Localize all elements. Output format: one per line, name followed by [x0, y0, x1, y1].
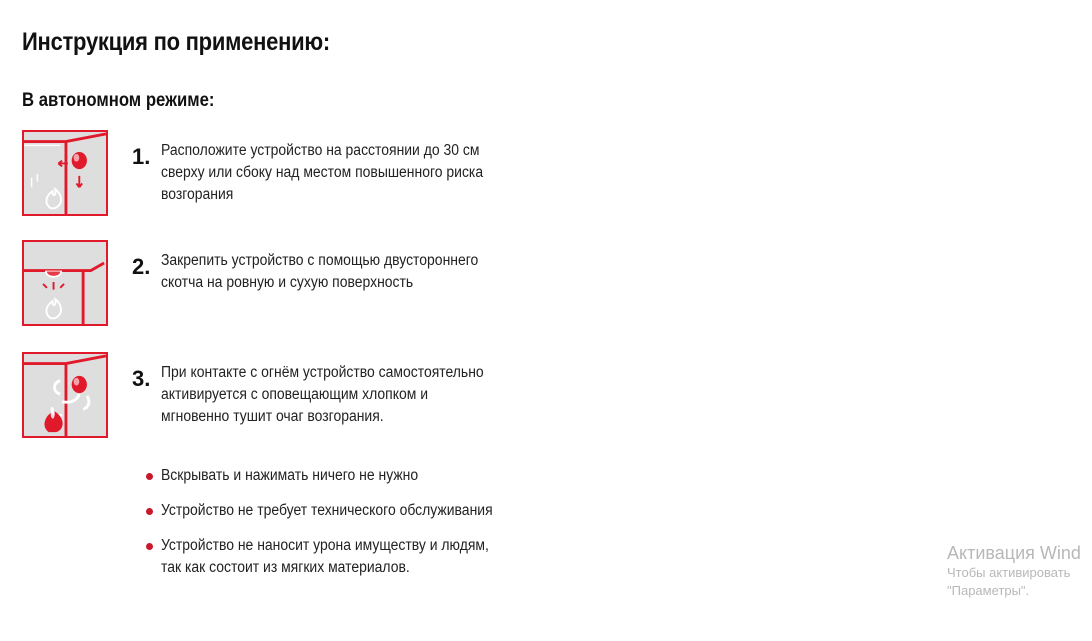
list-item-text: Устройство не требует технического обслуживания — [161, 502, 493, 519]
section-subtitle: В автономном режиме: — [22, 90, 215, 111]
page-title: Инструкция по применению: — [22, 28, 330, 56]
bullet-dot-icon — [146, 473, 153, 480]
fire-extinguish-icon — [22, 352, 108, 438]
feature-list — [146, 465, 566, 592]
windows-activation-watermark — [947, 542, 1081, 600]
list-item — [146, 500, 566, 522]
step-number: 1. — [132, 144, 151, 169]
watermark-line: Чтобы активировать — [947, 565, 1071, 580]
step-text: Расположите устройство на расстоянии до 30 см сверху или сбоку над местом повышенного риска возгорания — [161, 142, 484, 203]
bullet-dot-icon — [146, 508, 153, 515]
step-text: При контакте с огнём устройство самостоятельно активируется с оповещающим хлопком и мгновенно тушит очаг возгорания. — [161, 364, 484, 425]
list-item-text: Устройство не наносит урона имуществу и людям, так как состоит из мягких материалов. — [161, 537, 489, 576]
list-item — [146, 535, 566, 579]
step-number: 2. — [132, 254, 151, 279]
ceiling-mount-icon — [22, 240, 108, 326]
step-text: Закрепить устройство с помощью двустороннего скотча на ровную и сухую поверхность — [161, 252, 479, 291]
bullet-dot-icon — [146, 543, 153, 550]
step-3 — [22, 352, 542, 442]
step-2 — [22, 240, 542, 330]
wall-mount-icon — [22, 130, 108, 216]
list-item — [146, 465, 566, 487]
step-number: 3. — [132, 366, 151, 391]
watermark-line: "Параметры". — [947, 583, 1030, 598]
list-item-text: Вскрывать и нажимать ничего не нужно — [161, 467, 419, 484]
watermark-title: Активация Wind — [947, 543, 1081, 563]
step-1 — [22, 130, 542, 220]
